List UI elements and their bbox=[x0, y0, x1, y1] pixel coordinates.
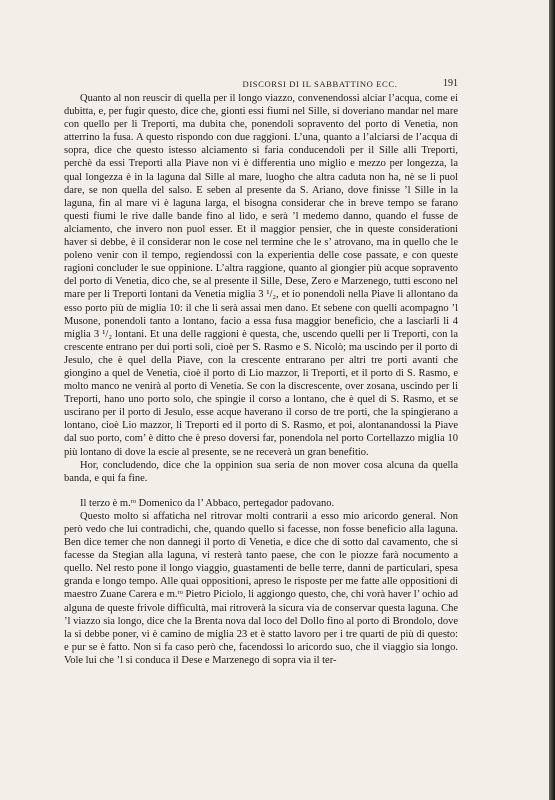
running-title: DISCORSI DI IL SABBATTINO ECC. bbox=[242, 79, 398, 89]
paragraph: Questo molto si affaticha nel ritrovar molti contrarii a esso mio aricordo general. Non però vedo che lui contradichi, che, quando quello si facesse, non fosse beneficio alla laguna. Ben dice temer che non dannegi il porto di Venetia, e dice che di sotto dal cavamento, che si facesse da Stegian alla laguna, vi resterà tanto paese, che con le piozze farà nocumento a quello. Nel resto pone il longo viaggio, guastamenti de belle terre, danni de particulari, spesa granda e longo tempo. Alle quai oppositioni, apreso le risposte per me fatte alle oppositioni di maestro Zuane Carera e m.ʳᵒ Pietro Piciolo, li aggiongo questo, che, chi vorà haver l’ ochio ad alguna de queste frivole difficultà, mai ritroverà la sicura via de conservar questa laguna. Che ’l viazzo sia longo, dice che la Brenta nova dal loco del Dollo fino al porto di Brondolo, dove la si debbe poner, vi è camino de miglia 23 et è statto lavoro per i tre quarti de più di questo: e pur se è fatto. Non si fa caso però che, facendossi lo aricordo suo, che il viaggio sia longo. Vole lui che ’l si conduca il Dese e Marzenego di sopra via il ter- bbox=[64, 510, 458, 666]
paragraph: Il terzo è m.ʳᵒ Domenico da l’ Abbaco, pertegador padovano. bbox=[80, 497, 335, 509]
body-text bbox=[64, 92, 458, 667]
paragraph: Hor, concludendo, dice che la oppinion sua seria de non mover cosa alcuna da quella banda, e qui fa fine. bbox=[64, 459, 458, 484]
page-edge-shadow bbox=[549, 0, 555, 800]
paragraph: Quanto al non reuscir di quella per il longo viazzo, convenendossi alciar l’acqua, come ei dubitta, e, per fugir questo, dice che, gionti essi fiumi nel Sille, si doveriano mandar nel mare con quello per li Treporti, ma dubita che, ponendoli sopravento del porto di Venetia, non atterrino la fusa. A questo rispondo con due raggioni. L’una, quanto a l’alciarsi de l’acqua di sopra, dice che questo istesso alciamento si faria conducendoli per il Sille alli Treporti, perchè da essi Treporti alla Piave non vi è differentia uno miglio e mezzo per longezza, la qual longezza è in la laguna dal Sille al mare, luogho che altra caduta non ha, nè se li puol dare, se non quella del salso. E seben al presente da S. Ariano, dove finisse ’l Sille in la laguna, fin al mare vi è laguna larga, el bisogna considerar che in breve tempo se farano questi fiumi le rive dalle bande fino al lido, e serà ’l medemo danno, quando el fusse de alciamento, che invero non puol esser. Et il maggior pensier, che in queste considerationi haver si debbe, è il considerar non le cose nel termine che le s’ atrovano, ma in quello che le poleno venir con il tempo, regiendossi con la experientia delle cose passate, e con queste ragioni concluder le sue oppinione. L’altra raggione, quanto al giongier più acque sopravento del porto di Venetia, dico che, se al presente il Sille, Dese, Zero e Marzenego, tutti escono nel mare per li Treporti lontani da Venetia miglia 3 ¹/₂, et io ponendoli nella Piave li allontano da esso porto più de miglia 10: il che li serà assai men dano. Et sebene con quelli acompagno ’l Musone, ponendoli tanto a lontano, facio a essa fusa maggior beneficio, che a lasciarli li 4 miglia 3 ¹/₂ lontani. Et una delle raggioni è questa, che, uscendo quelli per li Treporti, con la crescente entrano per dui porti soli, cioè per S. Rasmo e S. Nicolò; ma uscindo per il porto di Jesulo, che è quel della Piave, con la crescente entrarano per altri tre porti avanti che giongino a quel de Venetia, cioè il porto di Lio mazzor, li Treporti, et il porto di S. Rasmo, e molto manco ne venirà al porto di Venetia. Se con la discrescente, over zosana, uscindo per li Treporti, hano uno porto solo, che spingie il corso a lontano, che è quel di S. Rasmo, et se uscirano per il porto di Jesulo, esse acque haverano il corso de tre porti, che la spingierano a lontano, cioè Lio mazzor, li Treporti ed il porto di S. Rasmo, et poi, alontanandossi la Piave dal suo porto, com’ è ditto che è preso doversi far, ponendola nel porto Cortellazzo miglia 10 più lontano di dove la escie al presente, se ne receverà un gran benefitio. bbox=[64, 93, 458, 458]
page-number: 191 bbox=[443, 78, 458, 89]
